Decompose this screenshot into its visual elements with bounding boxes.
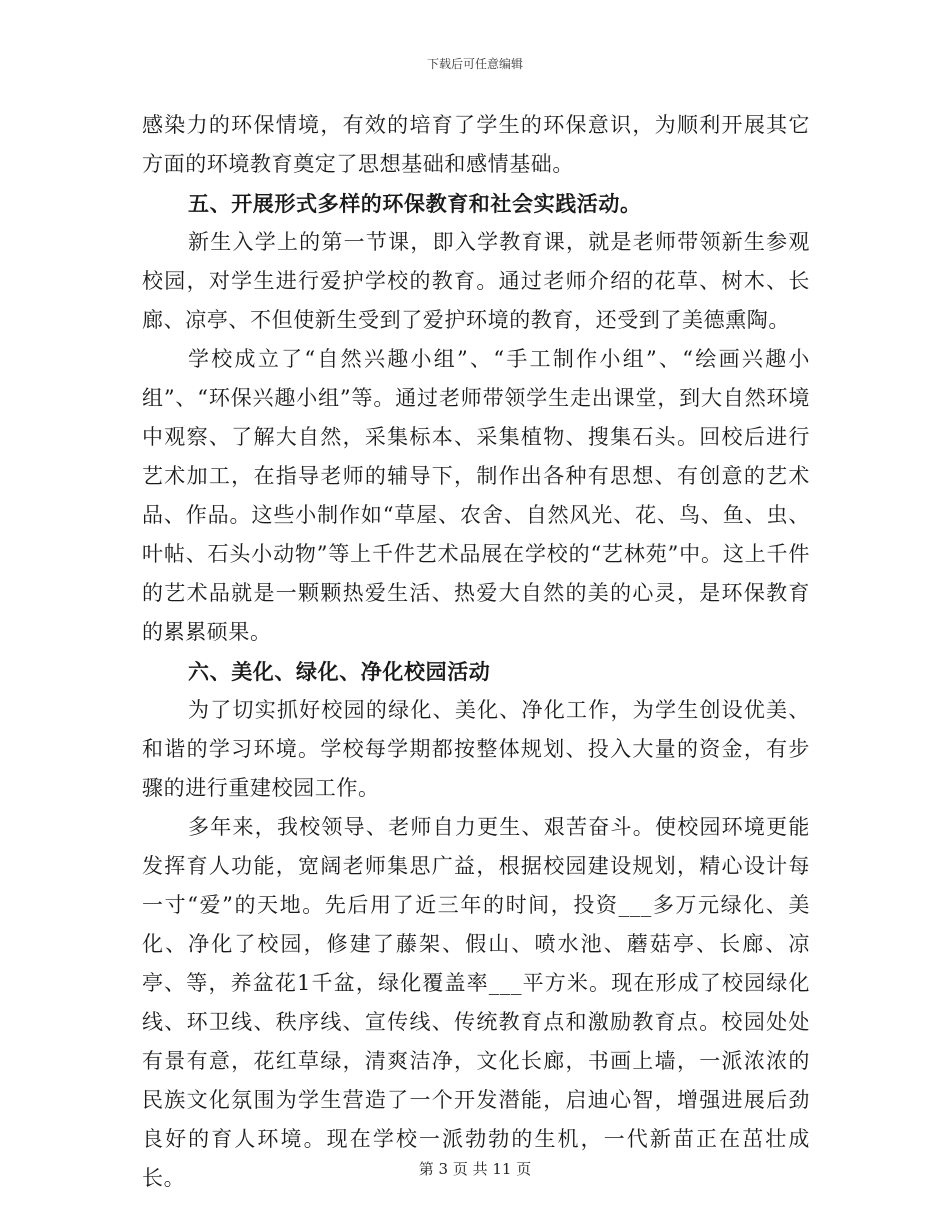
document-body xyxy=(142,106,810,1198)
header-note: 下载后可任意编辑 xyxy=(426,57,523,71)
paragraph-orientation: 新生入学上的第一节课，即入学教育课，就是老师带领新生参观校园，对学生进行爱护学校的教育。通过老师介绍的花草、树木、长廊、凉亭、不但使新生受到了爱护环境的教育，还受到了美德熏陶。 xyxy=(142,230,810,332)
paragraph-interest-groups: 学校成立了“自然兴趣小组”、“手工制作小组”、“绘画兴趣小组”、“环保兴趣小组”等。通过老师带领学生走出课堂，到大自然环境中观察、了解大自然，采集标本、采集植物、搜集石头。回校后进行艺术加工，在指导老师的辅导下，制作出各种有思想、有创意的艺术品、作品。这些小制作如“草屋、农舍、自然风光、花、鸟、鱼、虫、叶帖、石头小动物”等上千件艺术品展在学校的“艺林苑”中。这上千件的艺术品就是一颗颗热爱生活、热爱大自然的美的心灵，是环保教育的累累硕果。 xyxy=(142,347,810,644)
paragraph-continuation: 感染力的环保情境，有效的培育了学生的环保意识，为顺利开展其它方面的环境教育奠定了思想基础和感情基础。 xyxy=(142,113,810,176)
paragraph-campus-environment: 多年来，我校领导、老师自力更生、艰苦奋斗。使校园环境更能发挥育人功能，宽阔老师集思广益，根据校园建设规划，精心设计每一寸“爱”的天地。先后用了近三年的时间，投资___多万元绿化、美化、净化了校园，修建了藤架、假山、喷水池、蘑菇亭、长廊、凉亭、等，养盆花1千盆，绿化覆盖率___平方米。现在形成了校园绿化线、环卫线、秩序线、宣传线、传统教育点和激励教育点。校园处处有景有意，花红草绿，清爽洁净，文化长廊，书画上墙，一派浓浓的民族文化氛围为学生营造了一个开发潜能，启迪心智，增强进展后劲良好的育人环境。现在学校一派勃勃的生机，一代新苗正在茁壮成长。 xyxy=(142,815,810,1190)
page-number-footer: 第 3 页 共 11 页 xyxy=(418,1160,532,1178)
section-heading-6: 六、美化、绿化、净化校园活动 xyxy=(188,659,491,684)
paragraph-greening-work: 为了切实抓好校园的绿化、美化、净化工作，为学生创设优美、和谐的学习环境。学校每学期都按整体规划、投入大量的资金，有步骤的进行重建校园工作。 xyxy=(142,698,810,800)
section-heading-5: 五、开展形式多样的环保教育和社会实践活动。 xyxy=(188,191,642,216)
